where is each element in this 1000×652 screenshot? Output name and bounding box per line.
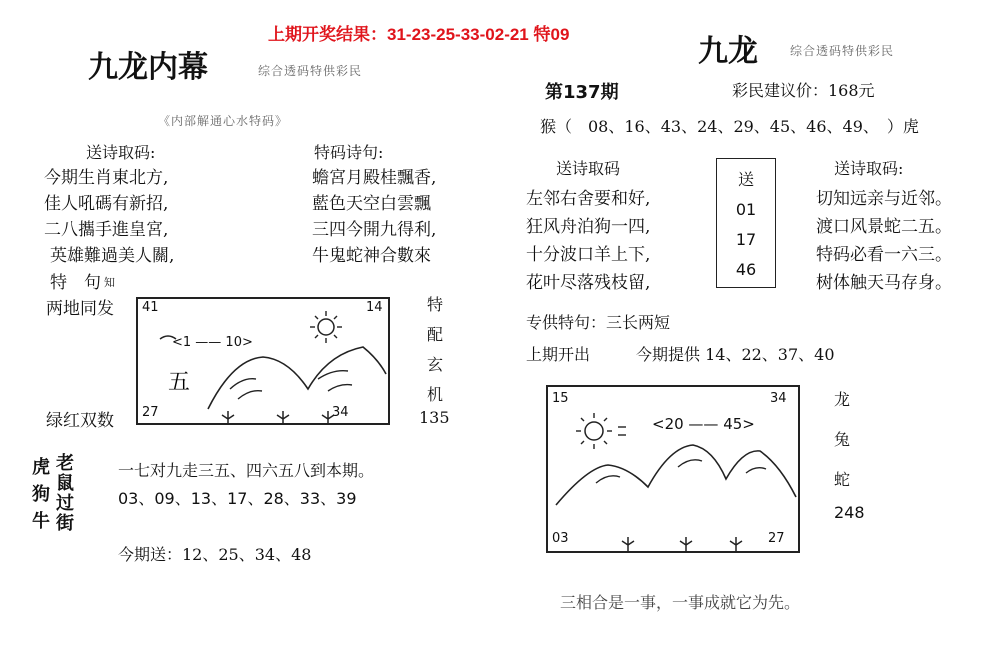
today-provide-line: 今期提供 14、22、37、40 bbox=[636, 345, 835, 364]
sketch-corner-tr: 14 bbox=[366, 300, 383, 315]
numbers-line: 03、09、13、17、28、33、39 bbox=[118, 489, 357, 508]
animal-char: 狗 bbox=[32, 484, 50, 505]
vertical-char: 特 bbox=[426, 295, 443, 314]
special-verse-sub: 知 bbox=[104, 276, 115, 289]
animal-char: 牛 bbox=[32, 511, 50, 532]
poem-line: 三四今開九得利, bbox=[312, 220, 437, 240]
poem-line: 蟾宮月殿桂飄香, bbox=[312, 168, 437, 188]
green-red-label: 绿红双数 bbox=[46, 411, 114, 431]
monkey-tiger-line: 猴（ 08、16、43、24、29、45、46、49、 ）虎 bbox=[540, 117, 919, 136]
sketch-corner-tr: 34 bbox=[770, 391, 787, 406]
animal-char: 虎 bbox=[32, 457, 50, 478]
poem-line: 十分波口羊上下, bbox=[526, 245, 651, 265]
right-poem-heading: 送诗取码 bbox=[556, 159, 621, 178]
sketch-corner-tl: 15 bbox=[552, 391, 569, 406]
side-animals-column bbox=[832, 380, 852, 500]
sketch-arrow-text: <1 —— 10> bbox=[172, 335, 253, 350]
left-tema-heading: 特码诗句: bbox=[314, 143, 384, 162]
today-send-line: 今期送：12、25、34、48 bbox=[118, 545, 312, 564]
sketch-corner-bl: 03 bbox=[552, 531, 569, 546]
left-sketch-drawing bbox=[138, 299, 388, 423]
poem-line: 狂风舟泊狗一四, bbox=[526, 217, 651, 237]
send-num: 46 bbox=[735, 260, 757, 279]
send-char: 送 bbox=[737, 170, 754, 189]
special-verse-line: 专供特句：三长两短 bbox=[526, 313, 671, 332]
side-animal: 龙 bbox=[833, 390, 850, 409]
poem-line: 今期生肖東北方, bbox=[44, 168, 169, 188]
special-config-column bbox=[425, 290, 445, 410]
sketch-glyph: 五 bbox=[168, 370, 191, 395]
left-sketch-box bbox=[136, 297, 390, 425]
animal-char: 过 bbox=[56, 493, 74, 514]
right-sketch-drawing bbox=[548, 387, 798, 551]
send-num: 01 bbox=[735, 200, 757, 219]
animal-char: 街 bbox=[56, 513, 74, 534]
last-draw-banner: 上期开奖结果：31-23-25-33-02-21 特09 bbox=[268, 25, 570, 44]
special-verse-label: 特 句 bbox=[50, 273, 101, 293]
last-issue-label: 上期开出 bbox=[526, 345, 591, 364]
send-code-box bbox=[716, 158, 776, 288]
left-subtitle: 综合透码特供彩民 bbox=[258, 64, 363, 78]
number-248: 248 bbox=[834, 503, 865, 522]
left-title: 九龙内幕 bbox=[88, 50, 208, 85]
sketch-corner-br: 27 bbox=[768, 531, 785, 546]
left-seal-text: 《内部解通心水特码》 bbox=[158, 114, 289, 128]
footer-verse: 三相合是一事，一事成就它为先。 bbox=[560, 593, 801, 612]
price-label: 彩民建议价：168元 bbox=[732, 81, 875, 100]
side-animal: 蛇 bbox=[833, 470, 850, 489]
issue-number: 第137期 bbox=[545, 82, 619, 103]
number-135: 135 bbox=[419, 408, 450, 427]
right-subtitle: 综合透码特供彩民 bbox=[790, 44, 895, 58]
two-places-label: 两地同发 bbox=[46, 299, 114, 319]
send-num: 17 bbox=[735, 230, 757, 249]
poem-line: 特码必看一六三。 bbox=[816, 245, 952, 265]
vertical-char: 玄 bbox=[426, 355, 443, 374]
left-poem-heading: 送诗取码: bbox=[86, 143, 156, 162]
left-tema-lines bbox=[312, 165, 436, 269]
sketch-arrow-text: <20 —— 45> bbox=[652, 415, 755, 433]
poem-line: 花叶尽落残枝留, bbox=[526, 273, 651, 293]
poem-line: 佳人吼碼有新招, bbox=[44, 194, 169, 214]
animal-char: 鼠 bbox=[56, 473, 74, 494]
right-sketch-box bbox=[546, 385, 800, 553]
vertical-char: 机 bbox=[426, 385, 443, 404]
animals-col2 bbox=[56, 454, 74, 534]
poem-line: 左邻右舍要和好, bbox=[526, 189, 651, 209]
animal-char: 老 bbox=[56, 453, 74, 474]
vertical-char: 配 bbox=[426, 325, 443, 344]
left-poem-lines bbox=[44, 165, 174, 269]
poem-line: 牛鬼蛇神合數來 bbox=[312, 246, 431, 266]
side-animal: 兔 bbox=[833, 430, 850, 449]
sketch-corner-bl: 27 bbox=[142, 405, 159, 420]
right-title: 九龙 bbox=[698, 34, 758, 69]
poem-line: 树体触天马存身。 bbox=[816, 273, 952, 293]
sketch-corner-br: 34 bbox=[332, 405, 349, 420]
animals-col1 bbox=[32, 454, 50, 535]
rule-line: 一七对九走三五、四六五八到本期。 bbox=[118, 461, 375, 480]
poem-line: 藍色天空白雲飄 bbox=[312, 194, 431, 214]
poem-line: 英雄難過美人關, bbox=[50, 246, 175, 266]
right-poem-lines bbox=[526, 185, 650, 297]
sketch-corner-tl: 41 bbox=[142, 300, 159, 315]
poem-line: 渡口风景蛇二五。 bbox=[816, 217, 952, 237]
right-poem2-heading: 送诗取码: bbox=[834, 159, 904, 178]
right-poem2-lines bbox=[816, 185, 952, 297]
poem-line: 二八攜手進皇宮, bbox=[44, 220, 169, 240]
poem-line: 切知远亲与近邻。 bbox=[816, 189, 952, 209]
